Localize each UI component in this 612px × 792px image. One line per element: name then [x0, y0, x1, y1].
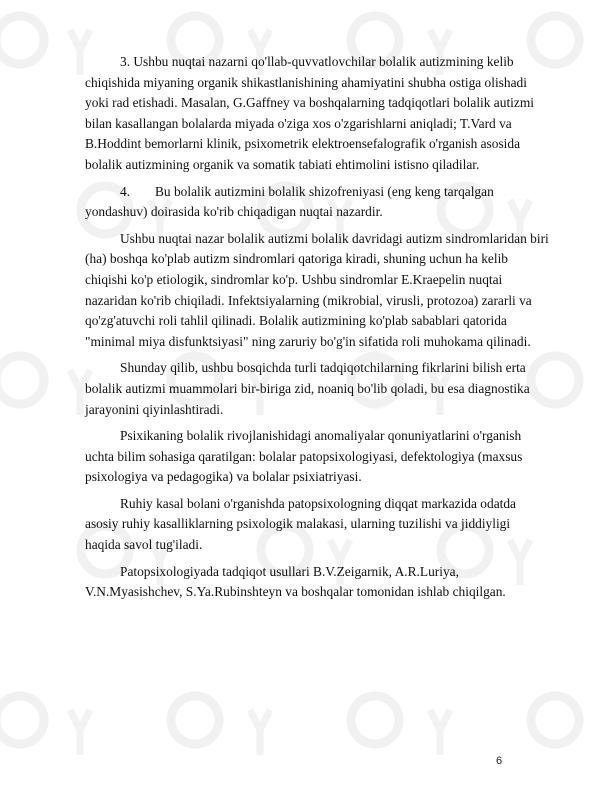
page-number: 6	[495, 755, 503, 767]
text-line: qo'zg'atuvchi roli tahlil qilinadi. Bolalik autizmining ko'plab sabablari qatorida	[85, 313, 507, 329]
text-line: Psixikaning bolalik rivojlanishidagi anomaliyalar qonuniyatlarini o'rganish	[120, 428, 522, 444]
text-line: Ruhiy kasal bolani o'rganishda patopsixologning diqqat markazida odatda	[120, 495, 516, 511]
text-line: haqida savol tug'iladi.	[85, 537, 203, 553]
text-line: chiqishida miyaning organik shikastlanishining ahamiyatini shubha ostiga olishadi	[85, 74, 527, 90]
paragraph	[85, 229, 563, 353]
text-line: nazaridan ko'rib chiqiladi. Infektsiyalarning (mikrobial, virusli, protozoa) zararli va	[85, 292, 532, 308]
text-line: 3. Ushbu nuqtai nazarni qo'llab-quvvatlovchilar bolalik autizmining kelib	[120, 54, 514, 69]
body-text	[85, 52, 563, 609]
paragraph	[85, 562, 563, 603]
paragraph	[85, 358, 563, 420]
numbered-paragraph	[85, 182, 563, 223]
text-line: B.Hoddint bemorlarni klinik, psixometrik elektroensefalografik o'rganish asosida	[85, 136, 521, 152]
text-line: uchta bilim sohasiga qaratilgan: bolalar patopsixologiyasi, defektologiya (maxsus	[85, 448, 523, 464]
list-number: 4.	[120, 183, 131, 199]
text-line: Shunday qilib, ushbu bosqichda turli tadqiqotchilarning fikrlarini bilish erta	[120, 360, 526, 376]
text-line	[85, 182, 563, 203]
paragraph	[85, 426, 563, 488]
text-line: chiqishi ko'p etiologik, sindromlar ko'p. Ushbu sindromlar E.Kraepelin nuqtai	[85, 271, 503, 287]
text-line: Patopsixologiyada tadqiqot usullari B.V.Zeigarnik, A.R.Luriya,	[120, 563, 459, 579]
text-line: (ha) boshqa ko'plab autizm sindromlari qatoriga kiradi, shuning uchun ha kelib	[85, 251, 509, 267]
text-line: bolalik autizmi muammolari bir-biriga zid, noaniq bo'lib qoladi, bu esa diagnostika	[85, 380, 530, 396]
text-line: bolalik autizmining organik va somatik tabiati ehtimolini istisno qiladilar.	[85, 156, 480, 172]
text-line: psixologiya va pedagogika) va bolalar psixiatriyasi.	[85, 469, 362, 485]
paragraph	[85, 52, 563, 176]
text-line: V.N.Myasishchev, S.Ya.Rubinshteyn va boshqalar tomonidan ishlab chiqilgan.	[85, 584, 506, 600]
paragraph	[85, 494, 563, 556]
text-line: "minimal miya disfunktsiyasi" ning zaruriy bo'g'in sifatida roli muhokama qilinadi.	[85, 333, 531, 349]
text-line: bilan kasallangan bolalarda miyada o'ziga xos o'zgarishlarni aniqladi; T.Vard va	[85, 115, 512, 131]
text-line: yondashuv) doirasida ko'rib chiqadigan nuqtai nazardir.	[85, 204, 383, 220]
text-line: asosiy ruhiy kasalliklarning psixologik malakasi, ularning tuzilishi va jiddiyligi	[85, 516, 511, 532]
text-line: yoki rad etishadi. Masalan, G.Gaffney va boshqalarning tadqiqotlari bolalik autizmi	[85, 95, 534, 111]
text-line: Ushbu nuqtai nazar bolalik autizmi bolalik davridagi autizm sindromlaridan biri	[120, 230, 549, 246]
text-line-content: Bu bolalik autizmini bolalik shizofreniyasi (eng keng tarqalgan	[155, 183, 494, 199]
text-line: jarayonini qiyinlashtiradi.	[85, 401, 224, 417]
